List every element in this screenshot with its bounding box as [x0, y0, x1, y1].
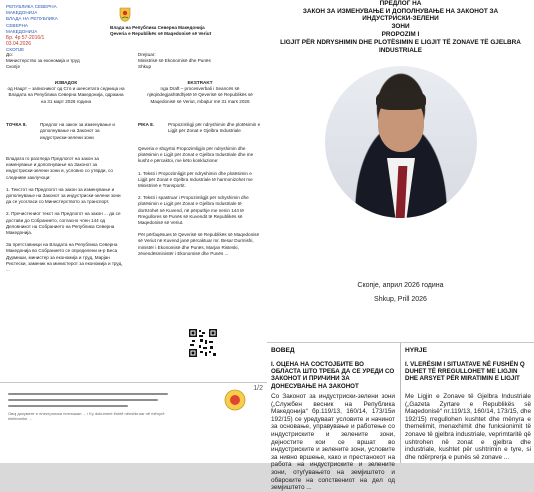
portrait-photo [325, 66, 477, 218]
body-al [138, 146, 262, 257]
paragraph: 1. Teksti i Propozimligjit për ndryshimin dhe plotësimin e Ligjit për Zonat e Gjelbra Industriale të harmonizohet me Ministrinë e Transportit. [138, 170, 253, 189]
column-divider [400, 343, 401, 463]
to-city: Shkup [138, 64, 152, 70]
paragraph: За претставници на Владата на Република Северна Македонија во Собранието се определени м-р Беса Дурмиши, министер за економија и труд, Марјан Ристески, заменик на министерот за економија и труд, ... [6, 242, 123, 273]
section-heading-mk: I. ОЦЕНА НА СОСТОЈБИТЕ ВО ОБЛАСТА ШТО ТРЕБА ДА СЕ УРЕДИ СО ЗАКОНОТ И ПРИЧИНИ ЗА ДОНЕСУВАЊЕ НА ЗАКОНОТ [271, 361, 395, 390]
paragraph: 1. Текстот на Предлогот на закон за изменување и дополнување на Законот за индустриски-зелени зони да се усогласи со Министерството за транспорт. [6, 186, 121, 205]
extract-subtitle: nga Draft – procesverbali i Seancës së njëqindegjashtëdhjetë të Qeverisë së Republikës së Maqedonisë së Veriut, mbajtur më 31 mars 2026 [147, 86, 253, 104]
paragraph: Për përfaqësues të Qeverisë së Republikës së Maqedonisë së Veriut në Kuvend janë përcaktuar mr. Besar Durmishi, ministër i Ekonomisë dhe Punës, Marjan Risteski, zëvendësministër i Ekonomisë dhe Punës ... [138, 232, 260, 256]
text-line [8, 399, 158, 401]
to-label: До: [6, 52, 13, 57]
item-number: PIKA 8. [138, 122, 154, 127]
government-caption-mk: Влада на Република Северна Македонија [110, 25, 205, 30]
section-heading-al: I. VLERËSIM I SITUATAVE NË FUSHËN Q DUHET TË RREGULLOHET ME LIGJIN DHE ARSYET PËR MIRATIMIN E LIGJIT [405, 361, 525, 383]
intro-heading-al: HYRJE [405, 347, 427, 354]
text-line [8, 393, 168, 395]
place-date-mk: Скопје, април 2026 година [357, 282, 444, 289]
proposal-title-page [267, 0, 534, 342]
item-block-al [138, 122, 262, 135]
item-text: Propozimligji për ndryshimin dhe plotësimin e Ligjit për Zonat e Gjelbra Industriale [168, 122, 261, 134]
title-line: ЗАКОН ЗА ИЗМЕНУВАЊЕ И ДОПОЛНУВАЊЕ НА ЗАКОНОТ ЗА ИНДУСТРИСКИ-ЗЕЛЕНИ [302, 8, 499, 23]
stamp-line: РЕПУБЛИКА СЕВЕРНА МАКЕДОНИЈА [6, 4, 57, 16]
to-label: Drejtuar: [138, 52, 156, 57]
coat-of-arms-icon [118, 6, 132, 22]
to-value: Министерство за економија и труд [6, 58, 80, 64]
addressee-al [138, 52, 262, 71]
item-block-mk [6, 122, 126, 141]
qr-code-icon [188, 328, 218, 358]
title-line: PROPOZIM I [381, 31, 420, 38]
stamp-number: Бр. 4р 57-2016/1 [6, 35, 45, 42]
stamp-date: 03.04.2026 [6, 41, 32, 48]
title-line: INDUSTRIALE [379, 47, 422, 54]
to-city: Скопје [6, 64, 20, 70]
stamp-city: СКОПЈЕ [6, 47, 25, 53]
extract-title: EKSTRAKT [187, 80, 213, 85]
place-date-al: Shkup, Prill 2026 [374, 296, 427, 303]
section-body-al: Me Ligjin e Zonave të Gjelbra Industriale („Gazeta Zyrtare e Republikës së Maqedonisë“ nr.119/13, 160/14, 173/15, dhe 192/15) rregullohen kushtet dhe mënyra e themelimit, menaxhimit dhe funksionimit të zonave të gjelbra industriale, veprimtaritë që ushtrohen në zonat e gjelbra dhe industriale, kushtet për ushtrimin e tyre, si dhe ndërprerja e punës së zonave ... [405, 393, 531, 461]
item-text: Предлог на закон за изменување и дополнување на Законот за индустриски-зелени зони [40, 122, 115, 140]
registry-stamp [6, 4, 72, 54]
intro-heading-mk: ВОВЕД [271, 347, 295, 354]
paragraph: Владата го разгледа Предлогот на закон за изменување и дополнување на Законот за индустриски-зелени зони и, условно со утврди, со следниве заклучоци: [6, 156, 113, 180]
section-body-mk: Со Законот за индустриски-зелени зони („Службен весник на Република Македонија“ бр.119/13, 160/14, 173/15и 192/15) се уредуваат условите и начинот за основање, управување и работење со индустриските и зелените зони, дејностите кои се вршат во индустриските и зелените зони, условите за нивно вршење, како и престанокот на работа на индустриските и зелените зони, отуѓувањето на земјиштето и обврските на сопствениот на дел од земјиштето ... [271, 393, 395, 492]
body-mk [6, 156, 126, 273]
paragraph: Qeveria e shqyrtoi Propozimligjin për ndryshimin dhe plotësimin e Ligjit për Zonat e Gjelbra Industriale dhe me kusht e përcaktoi, me këto konkluzione: [138, 146, 254, 164]
extract-block-al [138, 80, 262, 105]
title-line: ПРЕДЛОГ НА [379, 0, 422, 7]
title-line: LIGJIT PËR NDRYSHIMIN DHE PLOTËSIMIN E LIGJIT TË ZONAVE TË GJELBRA [280, 39, 521, 46]
paragraph: 2. Teksti i spastruar i Propozimligjit për ndryshimin dhe plotësimin e Ligjit për Zonat e Gjelbra Industriale të dorëzohet në Kuvend, në përputhje me nenin 144 të Rregullores së Punës së Kuvendit të Republikës së Maqedonisë së Veriut. [138, 195, 249, 226]
paragraph: 2. Пречистениот текст на Предлогот на закон ... да се достави до Собранието, согласно член 144 од Деловникот на Собранието на Република Северна Македонија. [6, 211, 121, 236]
extract-subtitle: од Нацрт – записникот од Сто и шеесетата седница на Владата на Република Северна Македонија, одржана на 31 март 2026 година [7, 86, 125, 104]
page-counter: 1/2 [253, 385, 263, 392]
stamp-line: МАКЕДОНИЈА [6, 28, 38, 34]
hair-shape [376, 88, 426, 110]
extract-footer-page [0, 382, 267, 463]
title-line: ЗОНИ [391, 23, 410, 30]
government-extract-page [0, 0, 268, 382]
item-number: ТОЧКА 8. [6, 122, 27, 127]
stamp-line: ВЛАДА НА РЕПУБЛИКА СЕВЕРНА [6, 16, 58, 28]
to-value: Ministrisë së Ekonomisë dhe Punës [138, 58, 211, 64]
addressee-mk [6, 52, 126, 71]
extract-title: ИЗВАДОК [54, 80, 78, 85]
emblem-icon [224, 389, 246, 411]
introduction-page [267, 342, 534, 492]
footer-note: Овој документ е електронски потпишан ... / Ky dokument është nënshkruar në mënyrë elektronike ... [8, 411, 165, 421]
text-line [8, 405, 128, 407]
government-caption-al: Qeveria e Republikës së Maqedonisë së Veriut [110, 31, 212, 36]
extract-block-mk [6, 80, 126, 105]
